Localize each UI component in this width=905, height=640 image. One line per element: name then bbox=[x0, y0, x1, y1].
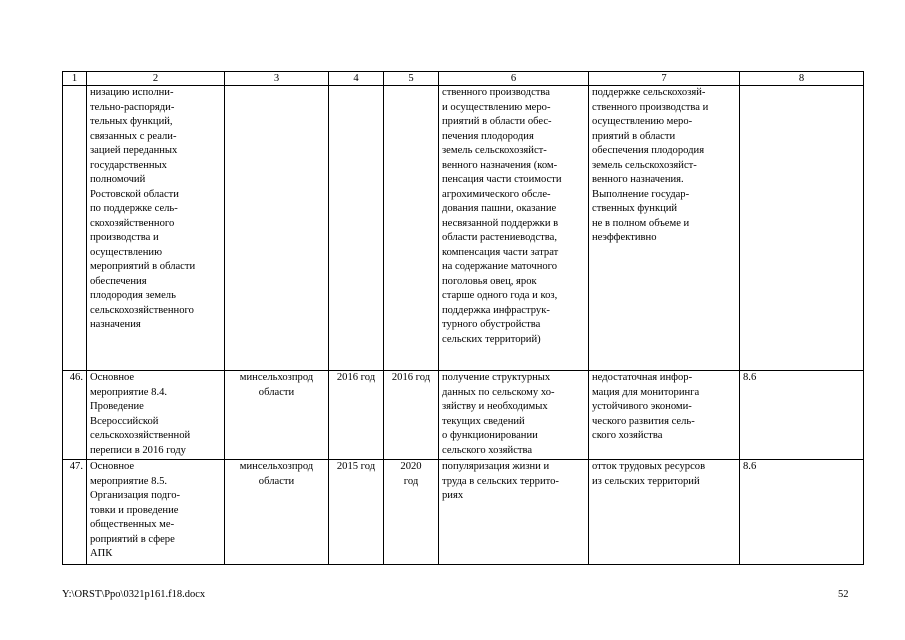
row-number bbox=[63, 86, 87, 371]
executor-cell: минсельхозпрод области bbox=[225, 371, 329, 460]
end-cell: 2016 год bbox=[384, 371, 439, 460]
column-header: 2 bbox=[87, 72, 225, 86]
column-header: 8 bbox=[740, 72, 864, 86]
row-number: 47. bbox=[63, 460, 87, 565]
column-header: 4 bbox=[329, 72, 384, 86]
executor-cell bbox=[225, 86, 329, 371]
column-header: 1 bbox=[63, 72, 87, 86]
link-cell: 8.6 bbox=[740, 460, 864, 565]
start-cell: 2016 год bbox=[329, 371, 384, 460]
column-header: 3 bbox=[225, 72, 329, 86]
measure-cell: низацию исполни- тельно-распоряди- тельных функций, связанных с реали- зацией переданных государственных полномочий Ростовской области по поддержке сель- скохозяйственного производства и осуществлению мероприятий в области обеспечения плодородия земель сельскохозяйственного назначения bbox=[87, 86, 225, 371]
end-cell bbox=[384, 86, 439, 371]
column-header: 6 bbox=[439, 72, 589, 86]
start-cell: 2015 год bbox=[329, 460, 384, 565]
column-header: 5 bbox=[384, 72, 439, 86]
table-row bbox=[63, 371, 864, 460]
consequence-cell: недостаточная инфор- мация для мониторинга устойчивого экономи- ческого развития сель- ского хозяйства bbox=[589, 371, 740, 460]
column-header: 7 bbox=[589, 72, 740, 86]
result-cell: популяризация жизни и труда в сельских террито- риях bbox=[439, 460, 589, 565]
consequence-cell: отток трудовых ресурсов из сельских территорий bbox=[589, 460, 740, 565]
result-cell: ственного производства и осуществлению меро- приятий в области обес- печения плодородия земель сельскохозяйст- венного назначения (ком- пенсация части стоимости агрохимического обсле- дования пашни, оказание несвязанной поддержки в области растениеводства, компенсация части затрат на содержание маточного поголовья овец, ярок старше одного года и коз, поддержка инфраструк- турного обустройства сельских территорий) bbox=[439, 86, 589, 371]
end-cell: 2020 год bbox=[384, 460, 439, 565]
link-cell bbox=[740, 86, 864, 371]
measures-table bbox=[62, 71, 864, 565]
executor-cell: минсельхозпрод области bbox=[225, 460, 329, 565]
table-row bbox=[63, 86, 864, 371]
page-number: 52 bbox=[838, 589, 849, 600]
result-cell: получение структурных данных по сельскому хо- зяйству и необходимых текущих сведений о функционировании сельского хозяйства bbox=[439, 371, 589, 460]
table-row bbox=[63, 460, 864, 565]
file-path: Y:\ORST\Ppo\0321p161.f18.docx bbox=[62, 589, 206, 600]
measure-cell: Основное мероприятие 8.5. Организация подго- товки и проведение общественных ме- роприятий в сфере АПК bbox=[87, 460, 225, 565]
table-header-row bbox=[63, 72, 864, 86]
consequence-cell: поддержке сельскохозяй- ственного производства и осуществлению меро- приятий в области обеспечения плодородия земель сельскохозяйст- венного назначения. Выполнение государ- ственных функций не в полном объеме и неэффективно bbox=[589, 86, 740, 371]
link-cell: 8.6 bbox=[740, 371, 864, 460]
measure-cell: Основное мероприятие 8.4. Проведение Всероссийской сельскохозяйственной переписи в 2016 году bbox=[87, 371, 225, 460]
row-number: 46. bbox=[63, 371, 87, 460]
start-cell bbox=[329, 86, 384, 371]
